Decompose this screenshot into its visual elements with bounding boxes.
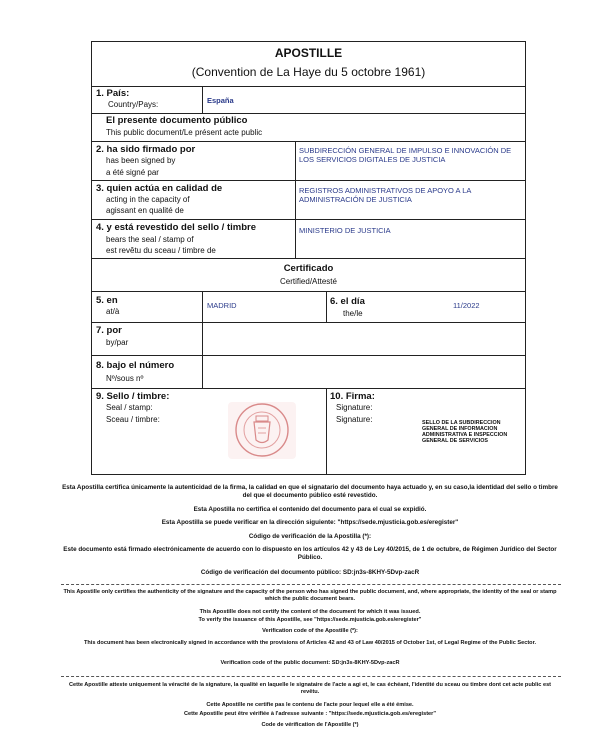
french-text-1: Cette Apostille atteste uniquement la véracité de la signature, la qualité en laquelle le signataire de l'acte a agi et, le cas échéant, l'identité du sceau ou timbre dont cet acte public est revêtu.: [68, 682, 552, 695]
field-4-value: MINISTERIO DE JUSTICIA: [299, 226, 391, 235]
french-text-3: Cette Apostille peut être vérifiée à l'adresse suivante : "https://sede.mjusticia.gob.es/eregister": [183, 711, 436, 717]
field-2-sublabel-fr: a été signé par: [106, 168, 159, 177]
field-3-sublabel-fr: agissant en qualité de: [106, 206, 184, 215]
spanish-text-2: Esta Apostilla no certifica el contenido del documento para el cual se expidió.: [193, 506, 427, 513]
english-text-1: This Apostille only certifies the authenticity of the signature and the capacity of the person who has signed the public document, and, where appropriate, the identity of the seal or stamp which the public document bears.: [63, 589, 557, 602]
certified-heading: Certificado: [283, 263, 334, 274]
field-1-label: 1. País:: [96, 88, 130, 99]
field-9-label: 9. Sello / timbre:: [96, 391, 170, 402]
field-3-value: REGISTROS ADMINISTRATIVOS DE APOYO A LA ADMINISTRACIÓN DE JUSTICIA: [299, 186, 471, 204]
divider: [202, 291, 203, 388]
field-10-sublabel-fr: Signature:: [336, 415, 373, 424]
field-1-sublabel: Country/Pays:: [108, 100, 159, 109]
field-1-value: España: [207, 96, 234, 105]
form-header: [91, 46, 526, 79]
field-6-label: 6. el día: [330, 296, 365, 307]
field-2-value: SUBDIRECCIÓN GENERAL DE IMPULSO E INNOVACIÓN DE LOS SERVICIOS DIGITALES DE JUSTICIA: [299, 146, 512, 164]
english-text-6: Verification code of the public document: SD:jn3s-8KHY-5Dvp-zacR: [220, 660, 400, 666]
field-8-sublabel: Nº/sous nº: [106, 374, 144, 383]
divider: [91, 322, 526, 323]
divider: [91, 141, 526, 142]
divider: [91, 219, 526, 220]
field-5-sublabel: at/à: [106, 307, 120, 316]
divider: [91, 113, 526, 114]
field-6-sublabel: the/le: [343, 309, 363, 318]
field-10-label: 10. Firma:: [330, 391, 375, 402]
section-divider: [61, 584, 561, 585]
field-3-label: 3. quien actúa en calidad de: [96, 183, 223, 194]
page-title: APOSTILLE: [274, 46, 343, 60]
field-9-sublabel-en: Seal / stamp:: [106, 403, 153, 412]
divider: [91, 355, 526, 356]
field-9-sublabel-fr: Sceau / timbre:: [106, 415, 160, 424]
english-text-4: Verification code of the Apostille (*):: [262, 628, 358, 634]
english-text-5: This document has been electronically signed in accordance with the provisions of Articles 42 and 43 of Law 40/2015 of October 1st, of Legal Regime of the Public Sector.: [83, 640, 537, 646]
spanish-text-5: Este documento está firmado electrónicamente de acuerdo con lo dispuesto en los artículos 42 y 43 de Ley 40/2015, de 1 de octubre, de Régimen Jurídico del Sector Público.: [63, 546, 557, 561]
divider: [326, 388, 327, 475]
divider: [91, 86, 526, 87]
divider: [295, 141, 296, 258]
field-6-value: 11/2022: [453, 301, 480, 310]
field-5-label: 5. en: [96, 295, 118, 306]
spanish-text-6: Código de verificación del documento público: SD:jn3s-8KHY-5Dvp-zacR: [200, 569, 420, 576]
field-3-sublabel-en: acting in the capacity of: [106, 195, 190, 204]
field-2-sublabel-en: has been signed by: [106, 156, 176, 165]
field-7-sublabel: by/par: [106, 338, 129, 347]
signature-stamp-text: SELLO DE LA SUBDIRECCION GENERAL DE INFORMACION ADMINISTRATIVA E INSPECCION GENERAL DE SERVICIOS: [422, 420, 508, 444]
field-7-label: 7. por: [96, 325, 122, 336]
public-document-heading: El presente documento público: [106, 115, 248, 126]
field-10-sublabel-en: Signature:: [336, 403, 373, 412]
public-document-subheading: This public document/Le présent acte public: [106, 128, 263, 137]
divider: [91, 180, 526, 181]
field-4-sublabel-en: bears the seal / stamp of: [106, 235, 194, 244]
field-5-value: MADRID: [207, 301, 237, 310]
section-divider: [61, 676, 561, 677]
divider: [91, 258, 526, 259]
english-text-2: This Apostille does not certify the content of the document for which it was issued.: [199, 609, 421, 615]
field-4-sublabel-fr: est revêtu du sceau / timbre de: [106, 246, 216, 255]
spanish-text-4: Código de verificación de la Apostilla (*):: [248, 533, 372, 540]
certified-subheading: Certified/Attesté: [280, 277, 337, 286]
french-text-4: Code de vérification de l'Apostille (*): [261, 722, 359, 728]
divider: [91, 291, 526, 292]
spanish-text-1: Esta Apostilla certifica únicamente la autenticidad de la firma, la calidad en que el signatario del documento haya actuado y, en su caso,la identidad del sello o timbre del que el documento público esté revestido.: [62, 484, 558, 499]
field-4-label: 4. y está revestido del sello / timbre: [96, 222, 256, 233]
field-2-label: 2. ha sido firmado por: [96, 144, 196, 155]
ministry-seal-image: [222, 398, 302, 463]
english-text-3: To verify the issuance of this Apostille, see "https://sede.mjusticia.gob.es/eregister": [198, 617, 422, 623]
spanish-text-3: Esta Apostilla se puede verificar en la dirección siguiente: "https://sede.mjusticia.gob.es/eregister": [161, 519, 459, 526]
field-8-label: 8. bajo el número: [96, 360, 175, 371]
divider: [91, 388, 526, 389]
french-text-2: Cette Apostille ne certifie pas le contenu de l'acte pour lequel elle a été émise.: [206, 702, 414, 708]
divider: [202, 86, 203, 113]
divider: [326, 291, 327, 322]
page-subtitle: (Convention de La Haye du 5 octobre 1961): [191, 65, 426, 79]
